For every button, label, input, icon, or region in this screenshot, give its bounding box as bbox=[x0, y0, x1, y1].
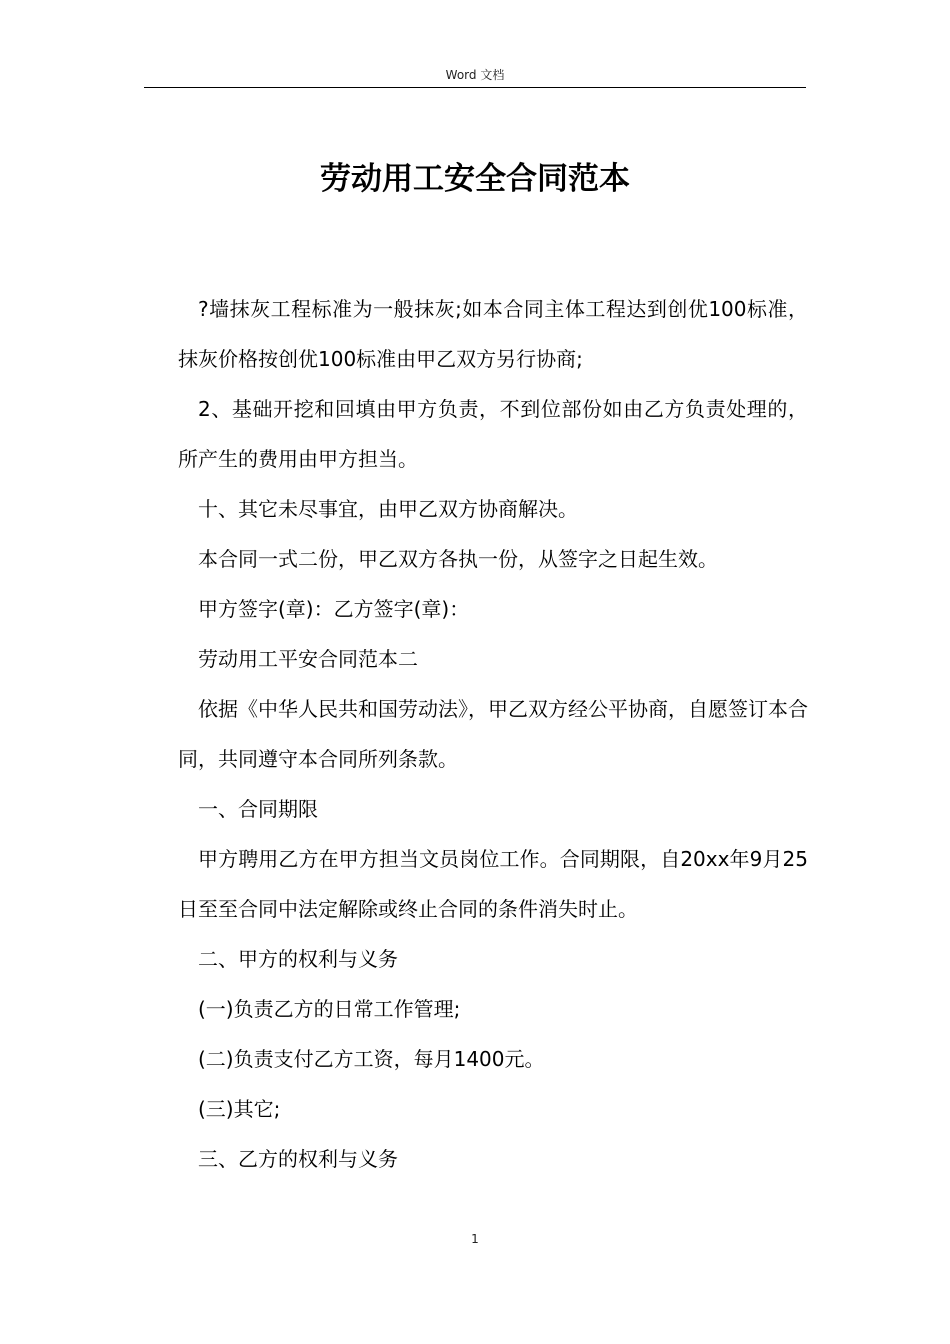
body-paragraph: 十、其它未尽事宜，由甲乙双方协商解决。 bbox=[198, 497, 578, 521]
body-paragraph: 本合同一式二份，甲乙双方各执一份，从签字之日起生效。 bbox=[198, 547, 718, 571]
body-paragraph: (二)负责支付乙方工资，每月1400元。 bbox=[198, 1047, 545, 1071]
page-header: Word 文档 bbox=[445, 68, 505, 82]
header-rule bbox=[144, 87, 806, 88]
body-paragraph: 依据《中华人民共和国劳动法》，甲乙双方经公平协商，自愿签订本合同，共同遵守本合同所列条款。 bbox=[178, 697, 808, 771]
section-heading: 三、乙方的权利与义务 bbox=[198, 1147, 398, 1171]
body-paragraph: (一)负责乙方的日常工作管理; bbox=[198, 997, 461, 1021]
section-heading: 一、合同期限 bbox=[198, 797, 318, 821]
page-number: 1 bbox=[471, 1232, 479, 1246]
section-heading: 二、甲方的权利与义务 bbox=[198, 947, 398, 971]
document-body bbox=[178, 284, 808, 1184]
document-title: 劳动用工安全合同范本 bbox=[320, 161, 630, 197]
body-paragraph: 2、基础开挖和回填由甲方负责，不到位部份如由乙方负责处理的，所产生的费用由甲方担当。 bbox=[178, 397, 808, 471]
body-paragraph: (三)其它; bbox=[198, 1097, 281, 1121]
body-paragraph: 甲方聘用乙方在甲方担当文员岗位工作。合同期限，自20xx年9月25日至至合同中法定解除或终止合同的条件消失时止。 bbox=[178, 847, 808, 921]
body-paragraph: ?墙抹灰工程标准为一般抹灰;如本合同主体工程达到创优100标准，抹灰价格按创优100标准由甲乙双方另行协商; bbox=[178, 297, 808, 371]
body-paragraph: 劳动用工平安合同范本二 bbox=[198, 647, 418, 671]
body-paragraph: 甲方签字(章)：乙方签字(章)： bbox=[198, 597, 470, 621]
